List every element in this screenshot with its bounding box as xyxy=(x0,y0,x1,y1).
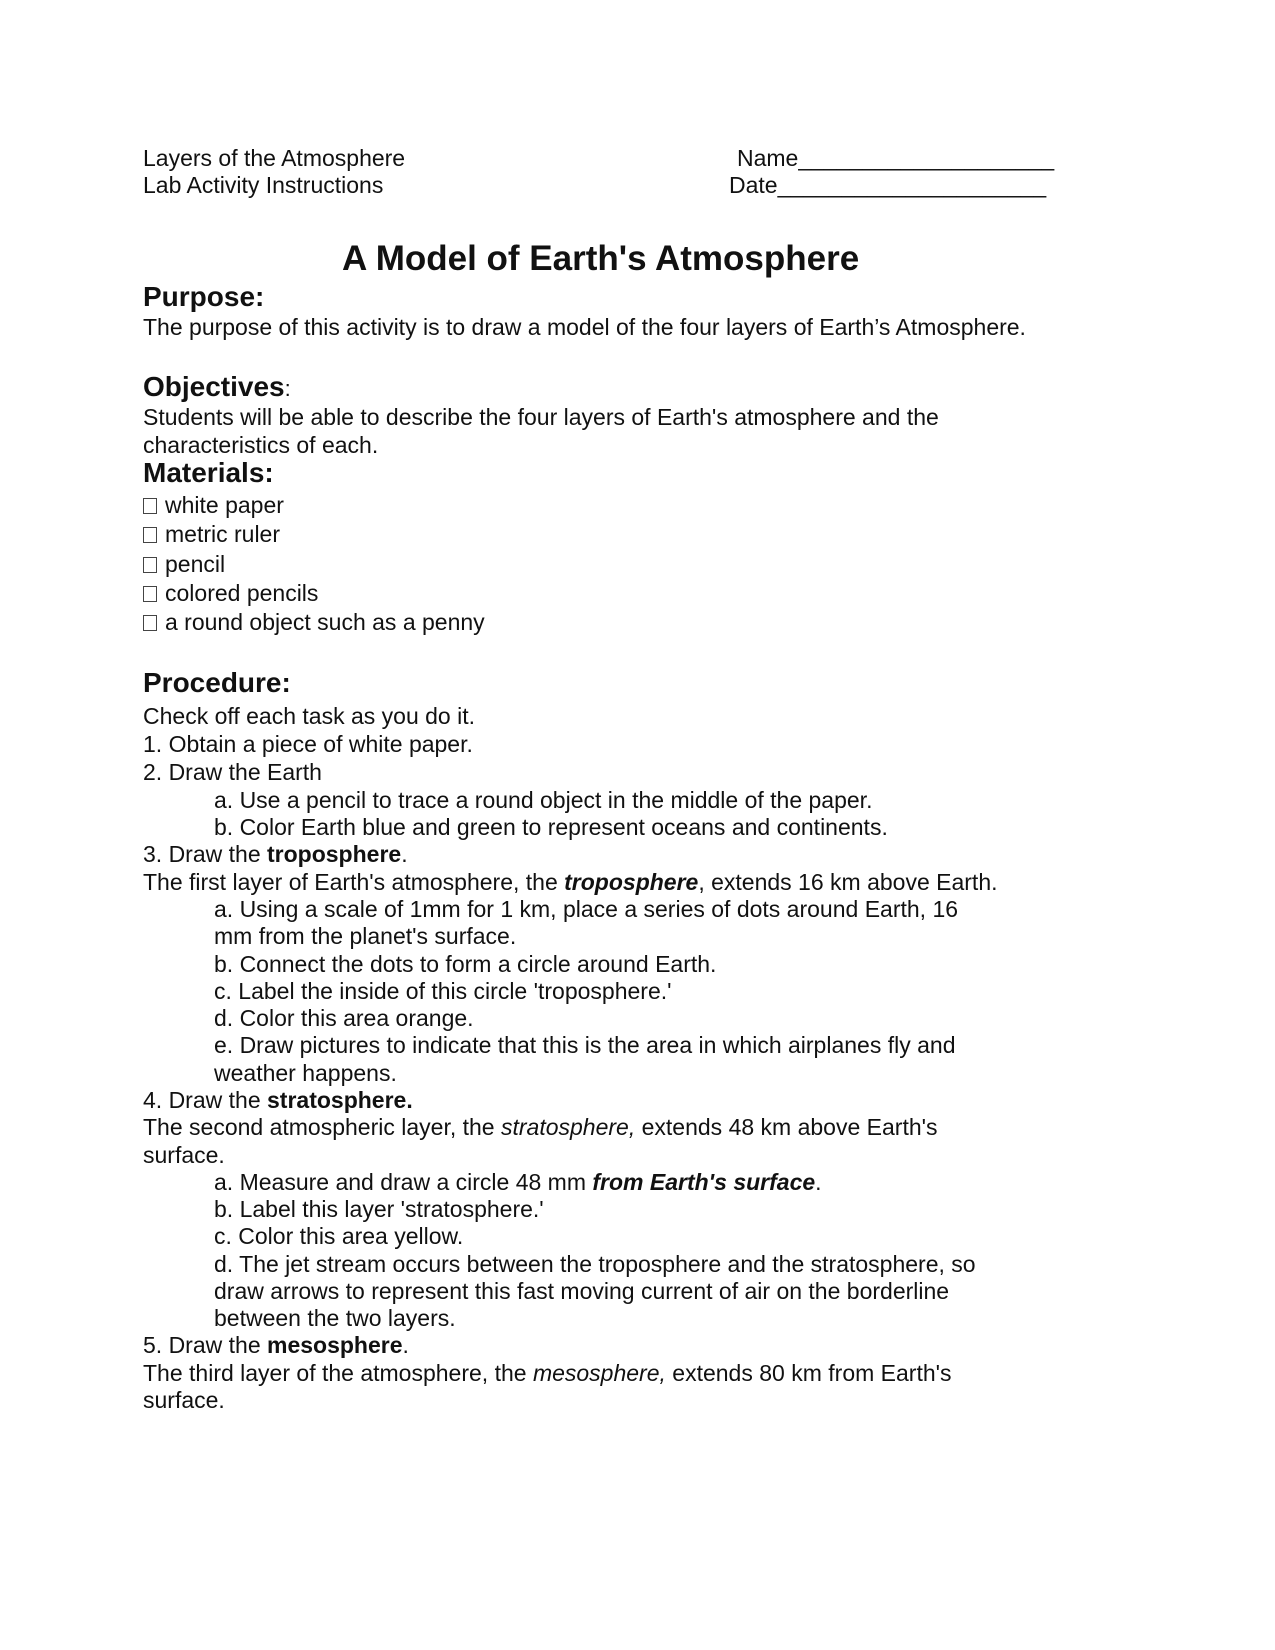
procedure-substep: a. Using a scale of 1mm for 1 km, place a series of dots around Earth, 16 xyxy=(214,896,959,922)
checkbox-icon[interactable] xyxy=(143,527,157,543)
substep-emphasis: from Earth's surface xyxy=(592,1169,816,1195)
substep-punct: . xyxy=(815,1169,822,1195)
materials-item xyxy=(143,491,284,519)
materials-item xyxy=(143,608,485,636)
procedure-step xyxy=(143,840,408,868)
desc-text: The second atmospheric layer, the xyxy=(143,1114,501,1140)
procedure-step xyxy=(143,1086,413,1114)
date-field[interactable]: Date_____________________ xyxy=(729,172,1047,198)
step-term: mesosphere xyxy=(267,1332,403,1358)
step-term: troposphere xyxy=(267,841,402,867)
procedure-layer-desc-cont: surface. xyxy=(143,1142,225,1168)
procedure-substep-cont: between the two layers. xyxy=(214,1305,456,1331)
step-punct: . xyxy=(401,841,408,867)
materials-item-label: white paper xyxy=(165,492,284,518)
procedure-substep: c. Label the inside of this circle 'troposphere.' xyxy=(214,978,672,1004)
page-title: A Model of Earth's Atmosphere xyxy=(342,239,860,278)
procedure-substep: e. Draw pictures to indicate that this is the area in which airplanes fly and xyxy=(214,1032,956,1058)
objectives-colon: : xyxy=(284,376,291,401)
procedure-layer-desc xyxy=(143,1359,952,1387)
materials-item-label: a round object such as a penny xyxy=(165,609,485,635)
step-text: 4. Draw the xyxy=(143,1087,267,1113)
purpose-text: The purpose of this activity is to draw a model of the four layers of Earth’s Atmosphere. xyxy=(143,314,1026,340)
procedure-layer-desc-cont: surface. xyxy=(143,1387,225,1413)
desc-text: The first layer of Earth's atmosphere, the xyxy=(143,869,565,895)
header-doc-type: Lab Activity Instructions xyxy=(143,172,384,198)
objectives-text-line2: characteristics of each. xyxy=(143,432,379,458)
checkbox-icon[interactable] xyxy=(143,557,157,573)
checkbox-icon[interactable] xyxy=(143,498,157,514)
step-punct: . xyxy=(402,1332,409,1358)
materials-item-label: metric ruler xyxy=(165,521,281,547)
desc-text: The third layer of the atmosphere, the xyxy=(143,1360,533,1386)
desc-term: mesosphere, xyxy=(532,1360,666,1386)
objectives-heading-text: Objectives xyxy=(143,371,285,402)
step-text: 3. Draw the xyxy=(143,841,267,867)
materials-item xyxy=(143,550,225,578)
procedure-layer-desc xyxy=(143,868,998,896)
checkbox-icon[interactable] xyxy=(143,586,157,602)
procedure-substep: b. Label this layer 'stratosphere.' xyxy=(214,1196,544,1222)
procedure-substep: b. Color Earth blue and green to represent oceans and continents. xyxy=(214,814,888,840)
procedure-step: 2. Draw the Earth xyxy=(143,759,322,785)
name-field[interactable]: Name____________________ xyxy=(737,145,1055,171)
checkbox-icon[interactable] xyxy=(143,615,157,631)
header-doc-topic: Layers of the Atmosphere xyxy=(143,145,406,171)
materials-item xyxy=(143,579,318,607)
procedure-layer-desc xyxy=(143,1113,938,1141)
procedure-substep-cont: draw arrows to represent this fast moving current of air on the borderline xyxy=(214,1278,950,1304)
desc-term: troposphere xyxy=(564,869,699,895)
procedure-substep: b. Connect the dots to form a circle around Earth. xyxy=(214,951,717,977)
desc-text: extends 80 km from Earth's xyxy=(665,1360,952,1386)
materials-item-label: pencil xyxy=(165,551,226,577)
desc-text: extends 48 km above Earth's xyxy=(635,1114,938,1140)
desc-term: stratosphere, xyxy=(500,1114,636,1140)
procedure-heading: Procedure: xyxy=(143,667,291,698)
objectives-text-line1: Students will be able to describe the four layers of Earth's atmosphere and the xyxy=(143,404,939,430)
procedure-substep: d. The jet stream occurs between the troposphere and the stratosphere, so xyxy=(214,1251,976,1277)
objectives-heading xyxy=(143,371,291,405)
procedure-step: 1. Obtain a piece of white paper. xyxy=(143,731,473,757)
procedure-substep: a. Use a pencil to trace a round object in the middle of the paper. xyxy=(214,787,873,813)
step-term: stratosphere. xyxy=(267,1087,413,1113)
procedure-substep-cont: weather happens. xyxy=(214,1060,397,1086)
procedure-intro: Check off each task as you do it. xyxy=(143,703,475,729)
desc-text: , extends 16 km above Earth. xyxy=(698,869,998,895)
procedure-substep-cont: mm from the planet's surface. xyxy=(214,923,517,949)
materials-heading: Materials: xyxy=(143,457,274,488)
procedure-substep: c. Color this area yellow. xyxy=(214,1223,464,1249)
materials-item-label: colored pencils xyxy=(165,580,319,606)
procedure-substep xyxy=(214,1168,822,1196)
purpose-heading: Purpose: xyxy=(143,281,265,312)
substep-text: a. Measure and draw a circle 48 mm xyxy=(214,1169,593,1195)
step-text: 5. Draw the xyxy=(143,1332,267,1358)
materials-item xyxy=(143,520,280,548)
procedure-substep: d. Color this area orange. xyxy=(214,1005,474,1031)
procedure-step xyxy=(143,1331,409,1359)
